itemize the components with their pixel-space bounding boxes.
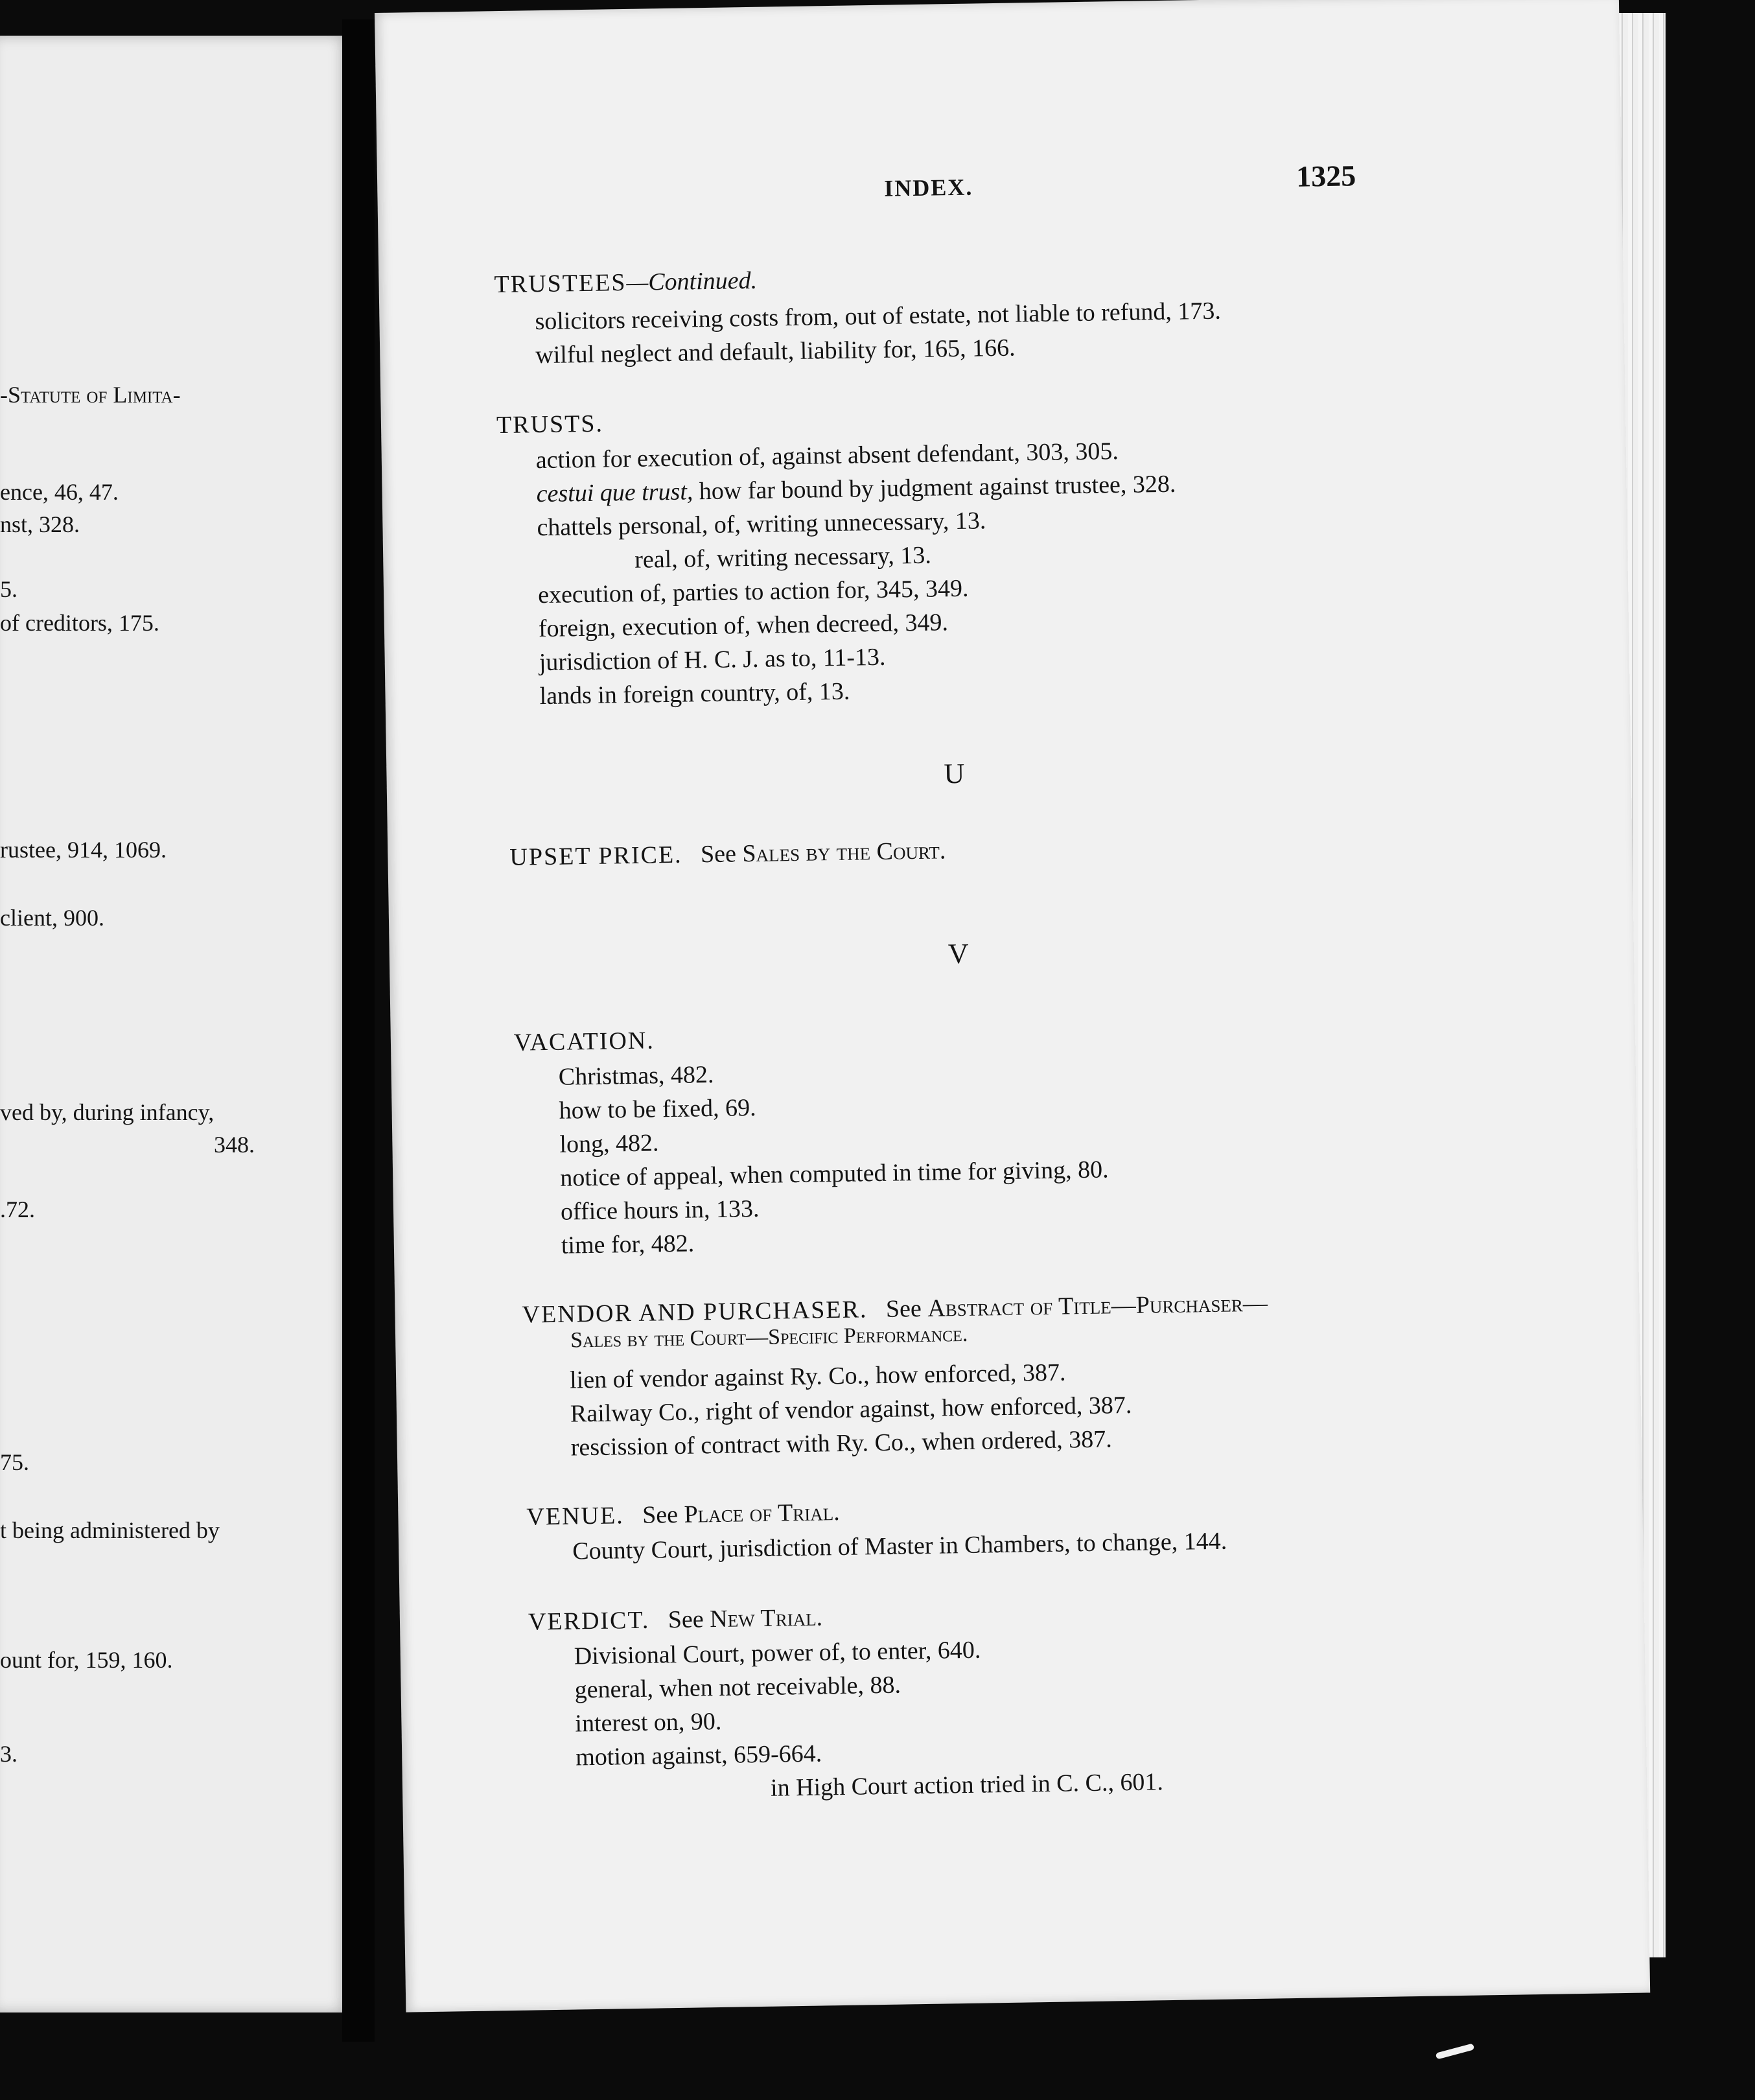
book-gutter xyxy=(342,19,375,2042)
entry-heading-vacation: VACATION. xyxy=(513,1027,655,1056)
subentry: Railway Co., right of vendor against, how enforced, 387. xyxy=(570,1391,1132,1428)
subentry: Divisional Court, power of, to enter, 640. xyxy=(574,1636,981,1670)
latin-phrase: cestui que trust, xyxy=(536,478,693,508)
subentry: how to be fixed, 69. xyxy=(559,1093,756,1125)
subentry: jurisdiction of H. C. J. as to, 11-13. xyxy=(539,643,886,677)
subentry: chattels personal, of, writing unnecessary, 13. xyxy=(537,507,986,542)
entry-heading-verdict: VERDICT. xyxy=(528,1606,650,1636)
running-header: INDEX. xyxy=(884,174,973,202)
left-fragment: 348. xyxy=(214,1132,255,1158)
entry-venue xyxy=(526,1498,840,1532)
section-letter-v: V xyxy=(947,937,970,970)
cross-reference-continued: Sales by the Court—Specific Performance. xyxy=(570,1322,968,1353)
left-fragment: of creditors, 175. xyxy=(0,610,159,636)
see-label: See xyxy=(700,840,737,869)
subentry: lien of vendor against Ry. Co., how enforced, 387. xyxy=(569,1359,1066,1394)
entry-heading-trustees xyxy=(494,266,757,299)
left-page xyxy=(0,36,350,2012)
entry-heading-vendor: VENDOR AND PURCHASER. xyxy=(522,1296,868,1329)
subentry: action for execution of, against absent defendant, 303, 305. xyxy=(535,438,1119,474)
subentry-text: how far bound by judgment against trustee, 328. xyxy=(693,470,1176,506)
continued-label: —Continued. xyxy=(626,266,758,296)
left-fragment: rustee, 914, 1069. xyxy=(0,837,167,863)
cross-reference: New Trial. xyxy=(709,1604,823,1633)
subentry: rescission of contract with Ry. Co., when ordered, 387. xyxy=(570,1425,1113,1462)
see-label: See xyxy=(642,1500,679,1529)
subentry: lands in foreign country, of, 13. xyxy=(539,677,850,710)
heading-text: TRUSTEES xyxy=(494,268,627,299)
page-number: 1325 xyxy=(1296,159,1356,193)
left-fragment: -Statute of Limita- xyxy=(0,382,181,408)
cross-reference: Sales by the Court. xyxy=(742,837,946,868)
subentry: in High Court action tried in C. C., 601. xyxy=(770,1768,1164,1802)
entry-verdict xyxy=(528,1603,823,1636)
subentry xyxy=(536,470,1176,508)
scan-artifact xyxy=(1435,2043,1475,2059)
see-label: See xyxy=(885,1294,922,1323)
subentry: office hours in, 133. xyxy=(560,1195,760,1226)
subentry: Christmas, 482. xyxy=(558,1060,714,1091)
subentry: motion against, 659-664. xyxy=(575,1740,822,1771)
subentry: solicitors receiving costs from, out of estate, not liable to refund, 173. xyxy=(535,297,1222,336)
subentry: County Court, jurisdiction of Master in Chambers, to change, 144. xyxy=(572,1527,1227,1565)
entry-upset-price xyxy=(509,836,946,872)
cross-reference: Abstract of Title—Purchaser— xyxy=(927,1289,1268,1322)
subentry: interest on, 90. xyxy=(575,1707,722,1738)
left-fragment: nst, 328. xyxy=(0,511,80,537)
entry-heading-upset-price: UPSET PRICE. xyxy=(509,841,682,871)
left-fragment: t being administered by xyxy=(0,1517,220,1543)
subentry: wilful neglect and default, liability for, 165, 166. xyxy=(535,334,1016,369)
left-fragment: 75. xyxy=(0,1449,29,1475)
entry-heading-venue: VENUE. xyxy=(526,1502,625,1531)
see-label: See xyxy=(668,1605,704,1634)
left-fragment: ount for, 159, 160. xyxy=(0,1647,173,1673)
subentry: long, 482. xyxy=(559,1129,659,1158)
subentry: real, of, writing necessary, 13. xyxy=(634,541,932,574)
cross-reference: Place of Trial. xyxy=(684,1499,841,1528)
subentry: notice of appeal, when computed in time for giving, 80. xyxy=(559,1156,1109,1192)
left-fragment: ence, 46, 47. xyxy=(0,479,119,505)
subentry: execution of, parties to action for, 345, 349. xyxy=(537,574,969,609)
left-fragment: 3. xyxy=(0,1741,17,1767)
left-fragment: 5. xyxy=(0,576,17,602)
left-fragment: .72. xyxy=(0,1196,35,1222)
left-fragment: ved by, during infancy, xyxy=(0,1099,215,1125)
left-fragment: client, 900. xyxy=(0,905,104,931)
section-letter-u: U xyxy=(944,757,965,790)
index-page xyxy=(375,0,1650,2012)
subentry: foreign, execution of, when decreed, 349. xyxy=(538,609,949,643)
subentry: time for, 482. xyxy=(561,1230,695,1259)
subentry: general, when not receivable, 88. xyxy=(574,1671,901,1704)
entry-heading-trusts: TRUSTS. xyxy=(496,410,604,439)
